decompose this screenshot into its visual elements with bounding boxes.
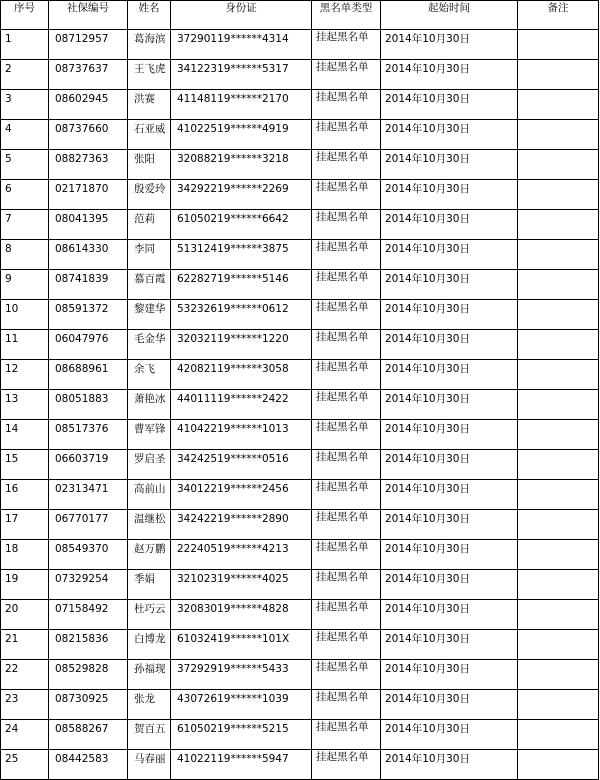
table-row (1, 750, 599, 780)
cell-blacklist-type: 挂起黑名单 (312, 750, 381, 780)
cell-id-card: 62282719******5146 (171, 270, 312, 300)
table-row (1, 450, 599, 480)
cell-name: 慕百霞 (128, 270, 171, 300)
cell-remark (518, 720, 599, 750)
cell-id-card: 61032419******101X (171, 630, 312, 660)
cell-social-id: 08591372 (49, 300, 128, 330)
cell-remark (518, 570, 599, 600)
cell-seq: 23 (1, 690, 49, 720)
cell-start-time: 2014年10月30日 (381, 150, 518, 180)
cell-id-card: 22240519******4213 (171, 540, 312, 570)
cell-start-time: 2014年10月30日 (381, 420, 518, 450)
cell-blacklist-type: 挂起黑名单 (312, 180, 381, 210)
cell-id-card: 43072619******1039 (171, 690, 312, 720)
cell-blacklist-type: 挂起黑名单 (312, 570, 381, 600)
cell-id-card: 34292219******2269 (171, 180, 312, 210)
cell-name: 季娟 (128, 570, 171, 600)
cell-seq: 15 (1, 450, 49, 480)
table-row (1, 540, 599, 570)
cell-name: 石亚威 (128, 120, 171, 150)
cell-social-id: 08041395 (49, 210, 128, 240)
cell-name: 孙福现 (128, 660, 171, 690)
cell-name: 毛金华 (128, 330, 171, 360)
cell-blacklist-type: 挂起黑名单 (312, 270, 381, 300)
cell-seq: 3 (1, 90, 49, 120)
cell-social-id: 08215836 (49, 630, 128, 660)
cell-name: 贺百五 (128, 720, 171, 750)
cell-name: 高前山 (128, 480, 171, 510)
cell-remark (518, 150, 599, 180)
cell-start-time: 2014年10月30日 (381, 510, 518, 540)
cell-name: 曹军锋 (128, 420, 171, 450)
cell-blacklist-type: 挂起黑名单 (312, 630, 381, 660)
cell-remark (518, 60, 599, 90)
cell-social-id: 07329254 (49, 570, 128, 600)
cell-seq: 14 (1, 420, 49, 450)
cell-seq: 16 (1, 480, 49, 510)
cell-id-card: 42082119******3058 (171, 360, 312, 390)
cell-id-card: 61050219******5215 (171, 720, 312, 750)
cell-start-time: 2014年10月30日 (381, 120, 518, 150)
cell-seq: 17 (1, 510, 49, 540)
table-body (1, 30, 599, 780)
cell-id-card: 32083019******4828 (171, 600, 312, 630)
cell-id-card: 41148119******2170 (171, 90, 312, 120)
cell-seq: 20 (1, 600, 49, 630)
cell-id-card: 34242219******2890 (171, 510, 312, 540)
cell-id-card: 37292919******5433 (171, 660, 312, 690)
cell-id-card: 32032119******1220 (171, 330, 312, 360)
cell-social-id: 08442583 (49, 750, 128, 780)
cell-id-card: 41022519******4919 (171, 120, 312, 150)
cell-social-id: 08827363 (49, 150, 128, 180)
cell-seq: 11 (1, 330, 49, 360)
cell-blacklist-type: 挂起黑名单 (312, 150, 381, 180)
cell-remark (518, 90, 599, 120)
cell-blacklist-type: 挂起黑名单 (312, 30, 381, 60)
cell-remark (518, 600, 599, 630)
cell-blacklist-type: 挂起黑名单 (312, 330, 381, 360)
cell-name: 温继松 (128, 510, 171, 540)
cell-remark (518, 300, 599, 330)
cell-blacklist-type: 挂起黑名单 (312, 450, 381, 480)
cell-start-time: 2014年10月30日 (381, 570, 518, 600)
cell-blacklist-type: 挂起黑名单 (312, 210, 381, 240)
cell-name: 杜巧云 (128, 600, 171, 630)
cell-remark (518, 390, 599, 420)
header-row (1, 1, 599, 30)
cell-blacklist-type: 挂起黑名单 (312, 360, 381, 390)
cell-seq: 7 (1, 210, 49, 240)
cell-social-id: 08051883 (49, 390, 128, 420)
cell-social-id: 07158492 (49, 600, 128, 630)
header-blacklist-type: 黑名单类型 (312, 1, 381, 30)
table-row (1, 90, 599, 120)
cell-social-id: 02171870 (49, 180, 128, 210)
header-id-card: 身份证 (171, 1, 312, 30)
table-row (1, 330, 599, 360)
cell-blacklist-type: 挂起黑名单 (312, 690, 381, 720)
cell-social-id: 08712957 (49, 30, 128, 60)
cell-remark (518, 240, 599, 270)
cell-social-id: 08529828 (49, 660, 128, 690)
cell-blacklist-type: 挂起黑名单 (312, 420, 381, 450)
cell-id-card: 32102319******4025 (171, 570, 312, 600)
cell-blacklist-type: 挂起黑名单 (312, 390, 381, 420)
cell-blacklist-type: 挂起黑名单 (312, 480, 381, 510)
cell-name: 王飞虎 (128, 60, 171, 90)
cell-start-time: 2014年10月30日 (381, 360, 518, 390)
cell-start-time: 2014年10月30日 (381, 60, 518, 90)
cell-blacklist-type: 挂起黑名单 (312, 600, 381, 630)
cell-social-id: 08741839 (49, 270, 128, 300)
table-header (1, 1, 599, 30)
table-row (1, 510, 599, 540)
cell-social-id: 08588267 (49, 720, 128, 750)
cell-name: 殷爱玲 (128, 180, 171, 210)
table-row (1, 60, 599, 90)
cell-name: 白博龙 (128, 630, 171, 660)
header-start-time: 起始时间 (381, 1, 518, 30)
table-row (1, 720, 599, 750)
cell-social-id: 08688961 (49, 360, 128, 390)
cell-remark (518, 210, 599, 240)
cell-social-id: 08730925 (49, 690, 128, 720)
cell-remark (518, 420, 599, 450)
cell-seq: 19 (1, 570, 49, 600)
cell-id-card: 34012219******2456 (171, 480, 312, 510)
cell-start-time: 2014年10月30日 (381, 30, 518, 60)
cell-blacklist-type: 挂起黑名单 (312, 540, 381, 570)
cell-id-card: 51312419******3875 (171, 240, 312, 270)
cell-remark (518, 270, 599, 300)
cell-seq: 25 (1, 750, 49, 780)
cell-start-time: 2014年10月30日 (381, 180, 518, 210)
cell-remark (518, 330, 599, 360)
table-row (1, 300, 599, 330)
cell-start-time: 2014年10月30日 (381, 450, 518, 480)
cell-social-id: 02313471 (49, 480, 128, 510)
cell-blacklist-type: 挂起黑名单 (312, 510, 381, 540)
cell-start-time: 2014年10月30日 (381, 600, 518, 630)
cell-start-time: 2014年10月30日 (381, 630, 518, 660)
cell-name: 葛海滨 (128, 30, 171, 60)
cell-start-time: 2014年10月30日 (381, 270, 518, 300)
cell-social-id: 08549370 (49, 540, 128, 570)
cell-social-id: 06770177 (49, 510, 128, 540)
cell-name: 余飞 (128, 360, 171, 390)
cell-blacklist-type: 挂起黑名单 (312, 720, 381, 750)
cell-blacklist-type: 挂起黑名单 (312, 660, 381, 690)
table-row (1, 480, 599, 510)
cell-start-time: 2014年10月30日 (381, 750, 518, 780)
cell-remark (518, 630, 599, 660)
table-row (1, 690, 599, 720)
cell-id-card: 34122319******5317 (171, 60, 312, 90)
cell-remark (518, 30, 599, 60)
table-row (1, 240, 599, 270)
table-row (1, 660, 599, 690)
cell-remark (518, 360, 599, 390)
cell-seq: 1 (1, 30, 49, 60)
cell-name: 李同 (128, 240, 171, 270)
cell-name: 萧艳冰 (128, 390, 171, 420)
cell-social-id: 08737637 (49, 60, 128, 90)
cell-start-time: 2014年10月30日 (381, 240, 518, 270)
cell-remark (518, 180, 599, 210)
table-row (1, 30, 599, 60)
cell-blacklist-type: 挂起黑名单 (312, 240, 381, 270)
cell-social-id: 08602945 (49, 90, 128, 120)
table-row (1, 150, 599, 180)
cell-name: 赵万鹏 (128, 540, 171, 570)
cell-name: 马春丽 (128, 750, 171, 780)
cell-start-time: 2014年10月30日 (381, 330, 518, 360)
cell-start-time: 2014年10月30日 (381, 540, 518, 570)
cell-blacklist-type: 挂起黑名单 (312, 300, 381, 330)
cell-remark (518, 660, 599, 690)
cell-seq: 9 (1, 270, 49, 300)
cell-remark (518, 750, 599, 780)
table-row (1, 600, 599, 630)
cell-seq: 10 (1, 300, 49, 330)
table-row (1, 570, 599, 600)
cell-seq: 8 (1, 240, 49, 270)
cell-seq: 21 (1, 630, 49, 660)
cell-seq: 2 (1, 60, 49, 90)
cell-start-time: 2014年10月30日 (381, 390, 518, 420)
header-seq: 序号 (1, 1, 49, 30)
cell-social-id: 06603719 (49, 450, 128, 480)
cell-remark (518, 480, 599, 510)
cell-id-card: 53232619******0612 (171, 300, 312, 330)
cell-start-time: 2014年10月30日 (381, 690, 518, 720)
cell-blacklist-type: 挂起黑名单 (312, 90, 381, 120)
cell-name: 张阳 (128, 150, 171, 180)
cell-id-card: 37290119******4314 (171, 30, 312, 60)
cell-start-time: 2014年10月30日 (381, 300, 518, 330)
cell-social-id: 06047976 (49, 330, 128, 360)
cell-start-time: 2014年10月30日 (381, 210, 518, 240)
cell-social-id: 08614330 (49, 240, 128, 270)
cell-name: 洪赛 (128, 90, 171, 120)
table-row (1, 210, 599, 240)
cell-seq: 18 (1, 540, 49, 570)
header-name: 姓名 (128, 1, 171, 30)
cell-blacklist-type: 挂起黑名单 (312, 120, 381, 150)
table-row (1, 390, 599, 420)
cell-start-time: 2014年10月30日 (381, 660, 518, 690)
cell-social-id: 08737660 (49, 120, 128, 150)
cell-seq: 12 (1, 360, 49, 390)
cell-seq: 4 (1, 120, 49, 150)
table-row (1, 120, 599, 150)
cell-id-card: 41022119******5947 (171, 750, 312, 780)
cell-remark (518, 450, 599, 480)
cell-remark (518, 540, 599, 570)
cell-id-card: 41042219******1013 (171, 420, 312, 450)
header-remark: 备注 (518, 1, 599, 30)
cell-start-time: 2014年10月30日 (381, 90, 518, 120)
cell-blacklist-type: 挂起黑名单 (312, 60, 381, 90)
table-row (1, 180, 599, 210)
cell-start-time: 2014年10月30日 (381, 480, 518, 510)
cell-name: 范莉 (128, 210, 171, 240)
cell-name: 黎建华 (128, 300, 171, 330)
cell-id-card: 44011119******2422 (171, 390, 312, 420)
cell-seq: 6 (1, 180, 49, 210)
cell-seq: 24 (1, 720, 49, 750)
cell-seq: 22 (1, 660, 49, 690)
cell-name: 张龙 (128, 690, 171, 720)
cell-seq: 5 (1, 150, 49, 180)
table-row (1, 630, 599, 660)
cell-name: 罗启圣 (128, 450, 171, 480)
cell-id-card: 61050219******6642 (171, 210, 312, 240)
cell-remark (518, 120, 599, 150)
table-row (1, 360, 599, 390)
table-row (1, 420, 599, 450)
cell-id-card: 34242519******0516 (171, 450, 312, 480)
header-social-id: 社保编号 (49, 1, 128, 30)
cell-seq: 13 (1, 390, 49, 420)
cell-start-time: 2014年10月30日 (381, 720, 518, 750)
cell-remark (518, 690, 599, 720)
cell-id-card: 32088219******3218 (171, 150, 312, 180)
cell-remark (518, 510, 599, 540)
table-row (1, 270, 599, 300)
cell-social-id: 08517376 (49, 420, 128, 450)
